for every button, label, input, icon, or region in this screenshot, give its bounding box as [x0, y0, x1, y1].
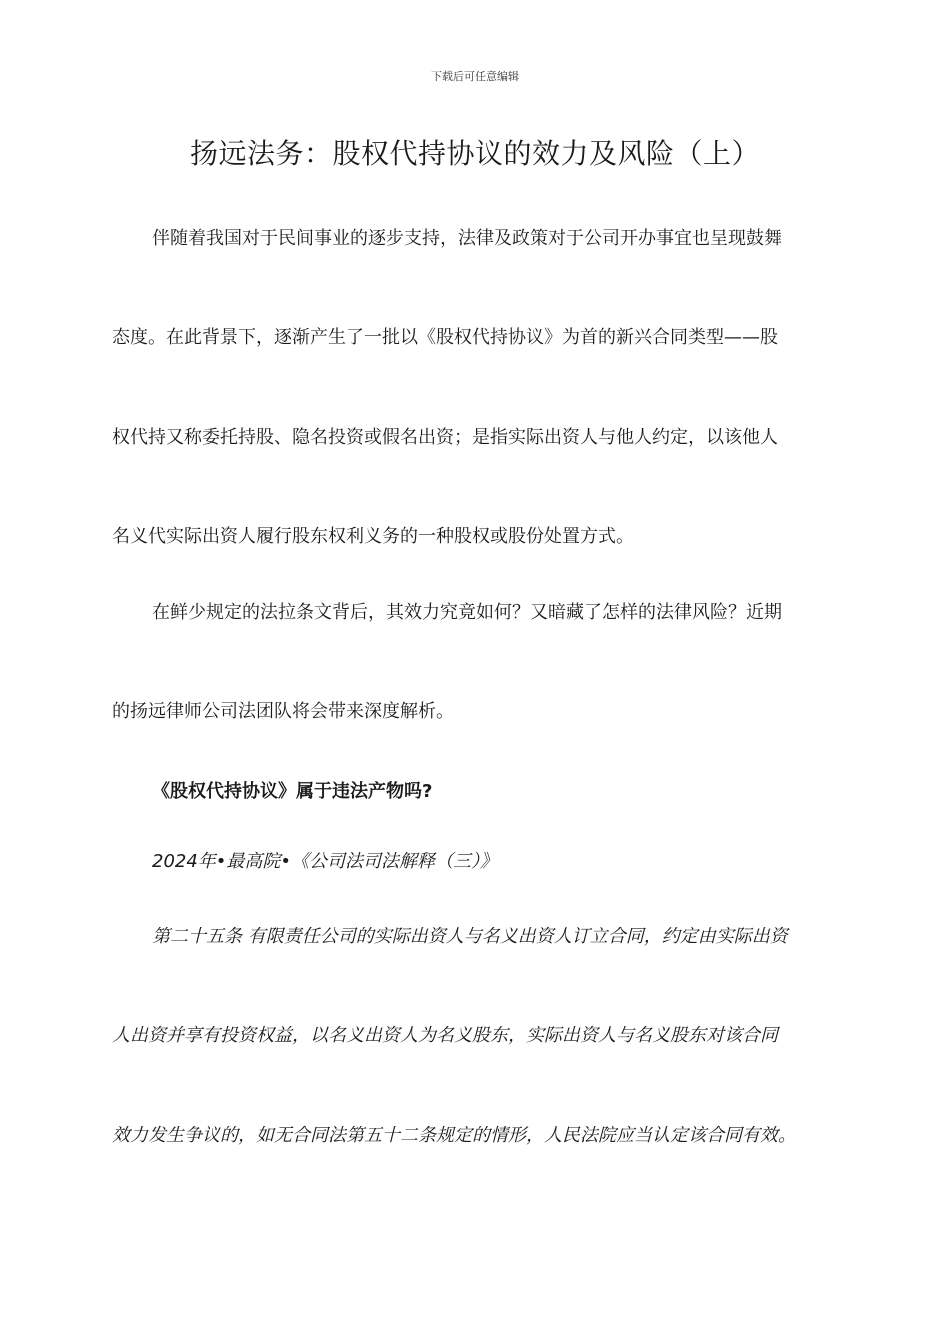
section-heading: 《股权代持协议》属于违法产物吗?	[152, 781, 433, 802]
citation-source: 2024年•最高院•《公司法司法解释（三）》	[152, 851, 499, 872]
paragraph-line: 态度。在此背景下，逐渐产生了一批以《股权代持协议》为首的新兴合同类型——股	[112, 327, 778, 348]
paragraph-line: 名义代实际出资人履行股东权利义务的一种股权或股份处置方式。	[112, 526, 634, 547]
citation-line: 效力发生争议的，如无合同法第五十二条规定的情形，人民法院应当认定该合同有效。	[112, 1125, 796, 1146]
citation-line: 第二十五条 有限责任公司的实际出资人与名义出资人订立合同，约定由实际出资	[152, 926, 788, 947]
paragraph-line: 权代持又称委托持股、隐名投资或假名出资；是指实际出资人与他人约定，以该他人	[112, 427, 778, 448]
paragraph-line: 伴随着我国对于民间事业的逐步支持，法律及政策对于公司开办事宜也呈现鼓舞	[152, 228, 782, 249]
document-title: 扬远法务：股权代持协议的效力及风险（上）	[189, 137, 760, 170]
paragraph-line: 在鲜少规定的法拉条文背后，其效力究竟如何？又暗藏了怎样的法律风险？近期	[152, 602, 782, 623]
paragraph-line: 的扬远律师公司法团队将会带来深度解析。	[112, 701, 454, 722]
header-note: 下载后可任意编辑	[431, 70, 519, 83]
citation-line: 人出资并享有投资权益，以名义出资人为名义股东，实际出资人与名义股东对该合同	[112, 1025, 778, 1046]
